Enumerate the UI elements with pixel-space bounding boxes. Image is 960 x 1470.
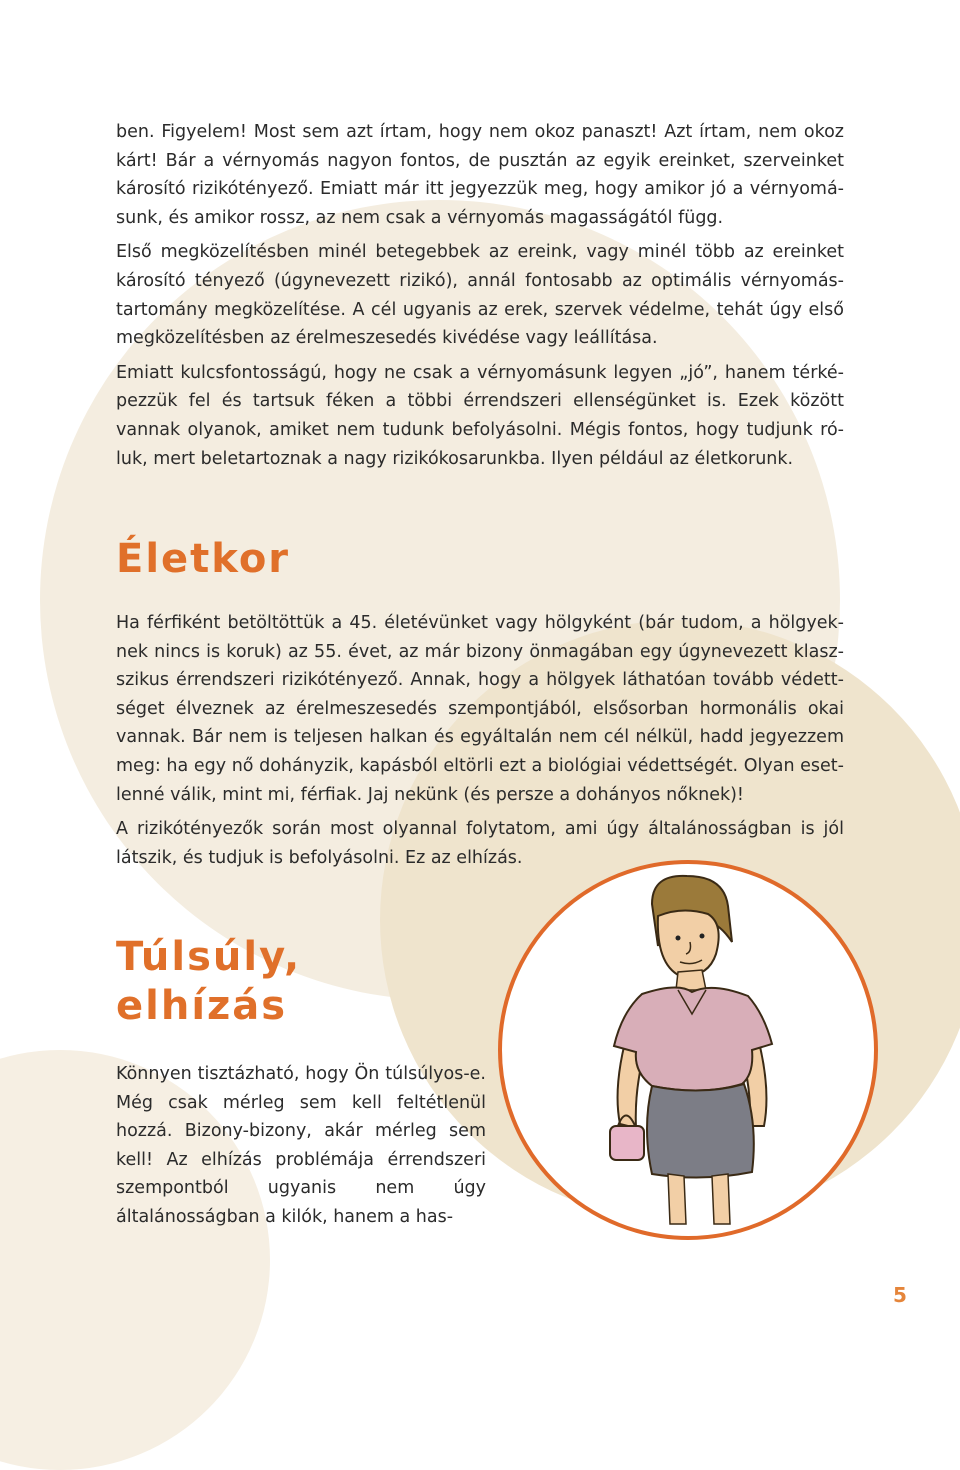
- section-heading-age: Életkor: [116, 536, 291, 582]
- age-section-text: [116, 609, 844, 878]
- paragraph: ben. Figyelem! Most sem azt írtam, hogy nem okoz panaszt! Azt írtam, nem okoz kárt! Bár a vérnyomás nagyon fontos, de pusztán az egyik ereinket, szerveinket károsító rizikótényező. Emiatt már itt jegyezzük meg, hogy amikor jó a vérnyomásunk, és amikor rossz, az nem csak a vérnyomás magasságától függ.: [116, 122, 844, 228]
- paragraph: Emiatt kulcsfontosságú, hogy ne csak a vérnyomásunk legyen „jó”, hanem térképezzük fel és tartsuk féken a többi érrendszeri ellenségünket is. Ezek között vannak olyanok, amiket nem tudunk befolyásolni. Mégis fontos, hogy tudjunk róluk, mert beletartoznak a nagy rizikókosarunkba. Ilyen például az életkorunk.: [116, 362, 844, 469]
- intro-text: [116, 118, 844, 479]
- heading-line: Túlsúly,: [116, 934, 302, 980]
- woman-illustration: [498, 860, 878, 1240]
- woman-drawing: [502, 864, 874, 1236]
- paragraph: Könnyen tisztázható, hogy Ön túlsúlyos-e. Még csak mérleg sem kell feltétlenül hozzá. Bizony-bizony, akár mérleg sem kell! Az elhízás problémája érrendszeri szempontból ugyanis nem úgy általánosságban a kilók, hanem a has-: [116, 1064, 486, 1227]
- overweight-section-text: [116, 1060, 486, 1238]
- paragraph: Ha férfiként betöltöttük a 45. életévünket vagy hölgyként (bár tudom, a hölgyeknek nincs is koruk) az 55. évet, az már bizony önmagában egy úgynevezett klaszszikus érrendszeri rizikótényező. Annak, hogy a hölgyek láthatóan tovább védettséget élveznek az érelmeszesedés szempontjából, elsősorban hormonális okai vannak. Bár nem is teljesen halkan és egyáltalán nem cél nélkül, hadd jegyezzem meg: ha egy nő dohányzik, kapásból eltörli ezt a biológiai védettségét. Olyan esetlenné válik, mint mi, férfiak. Jaj nekünk (és persze a dohányos nőknek)!: [116, 613, 844, 805]
- page-number: 5: [893, 1283, 907, 1307]
- paragraph: A rizikótényezők során most olyannal folytatom, ami úgy általánosságban is jól látszik, és tudjuk is befolyásolni. Ez az elhízás.: [116, 819, 844, 868]
- heading-line: elhízás: [116, 982, 288, 1029]
- section-heading-overweight: [116, 933, 301, 1031]
- paragraph: Első megközelítésben minél betegebbek az ereink, vagy minél több az ereinket károsító tényező (úgynevezett rizikó), annál fontosabb az optimális vérnyomástartomány megközelítése. A cél ugyanis az erek, szervek védelme, tehát úgy első megközelítésben az érelmeszesedés kivédése vagy leállítása.: [116, 242, 844, 349]
